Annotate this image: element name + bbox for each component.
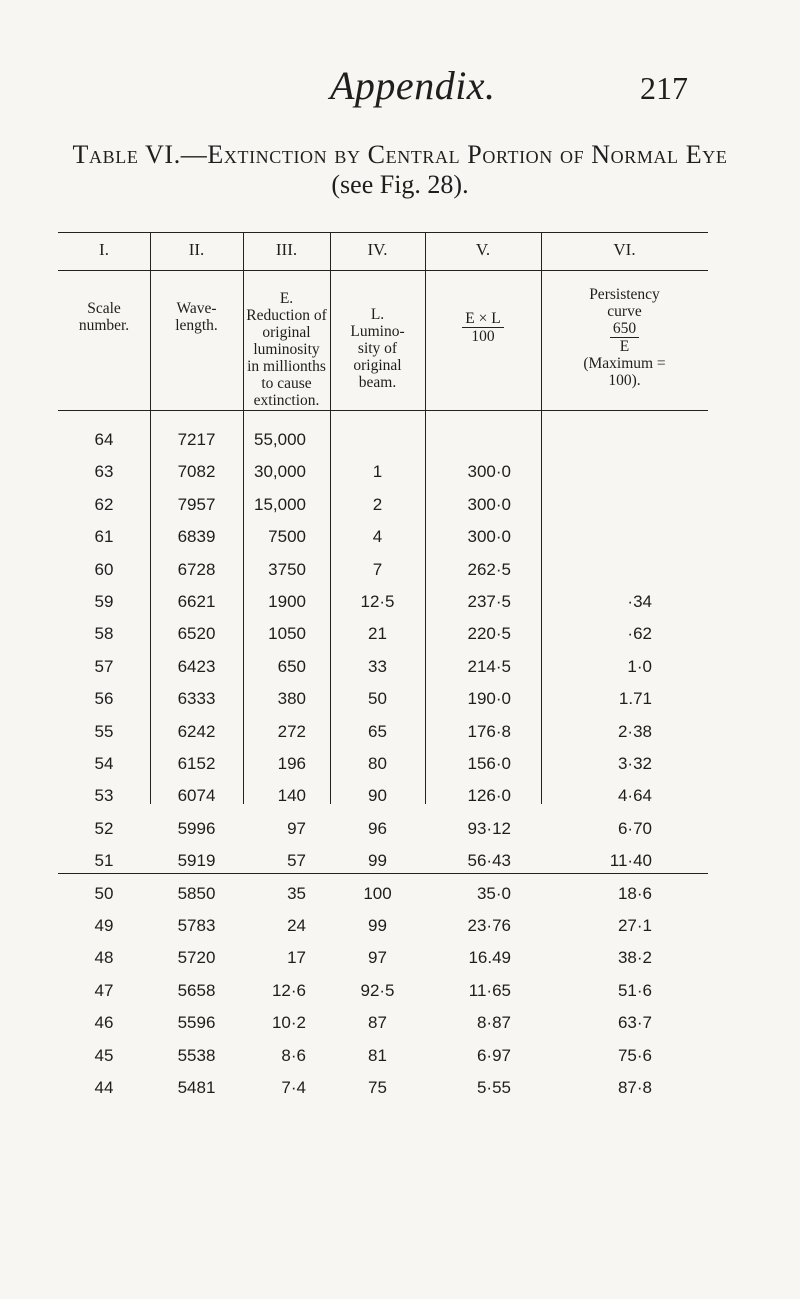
table-cell: 63·7 — [617, 1013, 652, 1033]
heading-line: 100). — [608, 372, 641, 389]
column-heading — [541, 286, 708, 389]
table-cell: 2 — [372, 494, 383, 514]
table-cell: 5·55 — [476, 1078, 511, 1097]
table-cell: 300·0 — [467, 527, 511, 547]
table-cell: 6·70 — [617, 818, 652, 838]
table-row — [58, 521, 708, 553]
table-cell: 56 — [94, 689, 114, 709]
table-cell: 126·0 — [467, 786, 511, 806]
table-rule — [58, 270, 708, 271]
table-cell: 7957 — [177, 494, 216, 514]
table-row — [58, 780, 708, 812]
table-row — [58, 942, 708, 974]
fraction — [462, 310, 503, 345]
table-cell: 35 — [287, 883, 306, 903]
heading-line: Persistency — [589, 286, 660, 303]
table-cell: 10·2 — [271, 1013, 306, 1033]
table-cell: 11·40 — [609, 851, 652, 871]
table-cell: 7082 — [177, 462, 216, 482]
table-row — [58, 975, 708, 1007]
table-cell: 61 — [94, 527, 114, 547]
column-numeral: I. — [99, 240, 109, 259]
table-cell: 51·6 — [617, 980, 652, 1000]
table-cell: 58 — [94, 624, 114, 644]
table-cell: 7·4 — [281, 1078, 306, 1097]
column-heading — [243, 290, 330, 409]
table-cell: 21 — [368, 624, 387, 644]
table-cell: 17 — [287, 948, 306, 968]
table-cell: 7 — [372, 559, 383, 579]
table-cell: 51 — [94, 851, 114, 871]
table-cell: 48 — [94, 948, 114, 968]
table-cell: 6621 — [177, 592, 216, 611]
table-cell: 93·12 — [467, 818, 511, 838]
table-cell: 75 — [368, 1078, 387, 1097]
table-cell: 5720 — [177, 948, 216, 968]
table-cell: 100 — [363, 883, 392, 903]
heading-line: number. — [78, 317, 130, 334]
table-cell: 3750 — [268, 559, 306, 579]
table-cell: 57 — [94, 656, 114, 676]
column-numeral: VI. — [613, 240, 636, 259]
table-cell: 16.49 — [468, 948, 511, 968]
table-cell: 6242 — [177, 721, 216, 741]
table-row — [58, 424, 708, 456]
table-cell: 1900 — [268, 592, 306, 611]
table-label: Table VI. — [72, 140, 181, 169]
table-cell: 214·5 — [467, 656, 511, 676]
heading-line: luminosity — [253, 341, 320, 358]
table-cell: 220·5 — [467, 624, 511, 644]
figure-reference: (see Fig. 28). — [331, 170, 469, 199]
table-cell: 1 — [372, 462, 383, 482]
table-cell: 50 — [368, 689, 387, 709]
column-numeral: II. — [188, 240, 205, 259]
heading-line: beam. — [358, 374, 397, 391]
table-cell: 6·97 — [476, 1045, 511, 1065]
table-cell: 3·32 — [617, 754, 652, 773]
fraction — [610, 320, 639, 355]
table-cell: 45 — [94, 1045, 114, 1065]
table-cell: 60 — [94, 559, 114, 579]
table-cell: 140 — [277, 786, 306, 806]
table-row — [58, 489, 708, 521]
table-cell: 56·43 — [467, 851, 511, 871]
table-row — [58, 910, 708, 942]
heading-line: Scale — [87, 300, 121, 317]
table-cell: 57 — [287, 851, 306, 871]
table-cell: 5658 — [177, 980, 216, 1000]
table-cell: 92·5 — [360, 980, 395, 1000]
heading-line: E. — [279, 290, 294, 307]
running-title: Appendix. — [330, 63, 496, 108]
heading-line: (Maximum = — [583, 355, 666, 372]
heading-line: to cause — [261, 375, 312, 392]
table-cell: 7217 — [177, 430, 216, 449]
column-numeral: III. — [275, 240, 298, 259]
table-cell: 99 — [368, 916, 387, 935]
column-heading — [150, 300, 243, 334]
table-cell: 176·8 — [467, 721, 511, 741]
table-cell: 47 — [94, 980, 114, 1000]
column-heading — [330, 306, 425, 391]
table-cell: 196 — [277, 754, 306, 773]
heading-line: curve — [607, 303, 642, 320]
table-cell: 1050 — [268, 624, 306, 644]
table-row — [58, 748, 708, 780]
table-cell: 54 — [94, 754, 114, 773]
table-cell: 62 — [94, 494, 114, 514]
table-row — [58, 618, 708, 650]
fraction-numerator: 650 — [610, 320, 639, 338]
table-title: —Extinction by Central Portion of Normal Eye — [180, 140, 728, 169]
table-cell: 50 — [94, 883, 114, 903]
column-heading — [425, 310, 541, 345]
table-cell: 5596 — [177, 1013, 216, 1033]
table-cell: 97 — [368, 948, 387, 968]
table-cell: 5481 — [177, 1078, 216, 1097]
table-row — [58, 586, 708, 618]
table-cell: 99 — [368, 851, 387, 871]
table-cell: 6333 — [177, 689, 216, 709]
table-cell: ·62 — [627, 624, 652, 644]
table-cell: 8·6 — [281, 1045, 306, 1065]
table-cell: 49 — [94, 916, 114, 935]
table-cell: 272 — [277, 721, 306, 741]
table-cell: 35·0 — [476, 883, 511, 903]
heading-line: L. — [370, 306, 385, 323]
table-cell: 650 — [277, 656, 306, 676]
table-cell: 156·0 — [467, 754, 511, 773]
table-cell: 15,000 — [254, 494, 306, 514]
table-cell: 262·5 — [467, 559, 511, 579]
table-cell: 90 — [368, 786, 387, 806]
heading-line: extinction. — [253, 392, 320, 409]
table-cell: 1.71 — [618, 689, 652, 709]
fraction-denominator: E — [619, 338, 630, 355]
column-numeral: IV. — [367, 240, 388, 259]
table-cell: 380 — [277, 689, 306, 709]
table-cell: ·34 — [627, 592, 652, 611]
table-row — [58, 651, 708, 683]
table-cell: 7500 — [268, 527, 306, 547]
table-cell: 27·1 — [617, 916, 652, 935]
table-cell: 97 — [287, 818, 306, 838]
table-cell: 23·76 — [467, 916, 511, 935]
heading-line: Lumino- — [350, 323, 405, 340]
table-cell: 63 — [94, 462, 114, 482]
column-numeral: V. — [475, 240, 491, 259]
table-cell: 11·65 — [468, 980, 511, 1000]
table-row — [58, 456, 708, 488]
table-cell: 24 — [287, 916, 306, 935]
table-cell: 80 — [368, 754, 387, 773]
table-rule — [58, 232, 708, 233]
running-head — [0, 62, 800, 112]
table-cell: 5996 — [177, 818, 216, 838]
table-cell: 46 — [94, 1013, 114, 1033]
table-cell: 81 — [368, 1045, 387, 1065]
table-cell: 55 — [94, 721, 114, 741]
table-cell: 8·87 — [476, 1013, 511, 1033]
table-cell: 300·0 — [467, 462, 511, 482]
table-cell: 237·5 — [467, 592, 511, 611]
table-rule — [58, 410, 708, 411]
table-row — [58, 1040, 708, 1072]
heading-line: Reduction of — [246, 307, 327, 324]
table-cell: 6520 — [177, 624, 216, 644]
page-number: 217 — [640, 70, 688, 106]
fraction-denominator: 100 — [471, 328, 495, 345]
table-cell: 12·5 — [360, 592, 395, 611]
table-cell: 300·0 — [467, 494, 511, 514]
heading-line: original — [262, 324, 311, 341]
table-cell: 4·64 — [617, 786, 652, 806]
table-row — [58, 845, 708, 877]
table-cell: 5850 — [177, 883, 216, 903]
table-caption — [0, 140, 800, 170]
table-cell: 5919 — [177, 851, 216, 871]
table-cell: 55,000 — [254, 430, 306, 449]
table-row — [58, 716, 708, 748]
table-cell: 1·0 — [627, 656, 652, 676]
heading-line: in millionths — [247, 358, 326, 375]
fraction-numerator: E × L — [462, 310, 503, 328]
table-cell: 4 — [372, 527, 383, 547]
heading-line: length. — [175, 317, 218, 334]
table-row — [58, 813, 708, 845]
table-cell: 6728 — [177, 559, 216, 579]
table-cell: 33 — [368, 656, 387, 676]
table-cell: 52 — [94, 818, 114, 838]
table-cell: 87·8 — [617, 1078, 652, 1097]
table-cell: 12·6 — [271, 980, 306, 1000]
table-cell: 18·6 — [617, 883, 652, 903]
table-cell: 59 — [94, 592, 114, 611]
heading-line: Wave- — [176, 300, 217, 317]
table-cell: 44 — [94, 1078, 114, 1097]
table-cell: 2·38 — [617, 721, 652, 741]
table-cell: 6839 — [177, 527, 216, 547]
table-cell: 190·0 — [467, 689, 511, 709]
table-row — [58, 554, 708, 586]
table-cell: 65 — [368, 721, 387, 741]
table-cell: 6152 — [177, 754, 216, 773]
column-heading — [58, 300, 150, 334]
table-cell: 6423 — [177, 656, 216, 676]
table-cell: 5538 — [177, 1045, 216, 1065]
table-cell: 30,000 — [254, 462, 306, 482]
table-cell: 96 — [368, 818, 387, 838]
table-row — [58, 1007, 708, 1039]
heading-line: sity of — [357, 340, 398, 357]
table-cell: 75·6 — [617, 1045, 652, 1065]
table-cell: 38·2 — [617, 948, 652, 968]
table-cell: 6074 — [177, 786, 216, 806]
table-row — [58, 1072, 708, 1104]
table-cell: 53 — [94, 786, 114, 806]
table-row — [58, 878, 708, 910]
table-cell: 64 — [94, 430, 114, 449]
heading-line: original — [353, 357, 402, 374]
table-row — [58, 683, 708, 715]
table-cell: 87 — [368, 1013, 387, 1033]
table-cell: 5783 — [177, 916, 216, 935]
